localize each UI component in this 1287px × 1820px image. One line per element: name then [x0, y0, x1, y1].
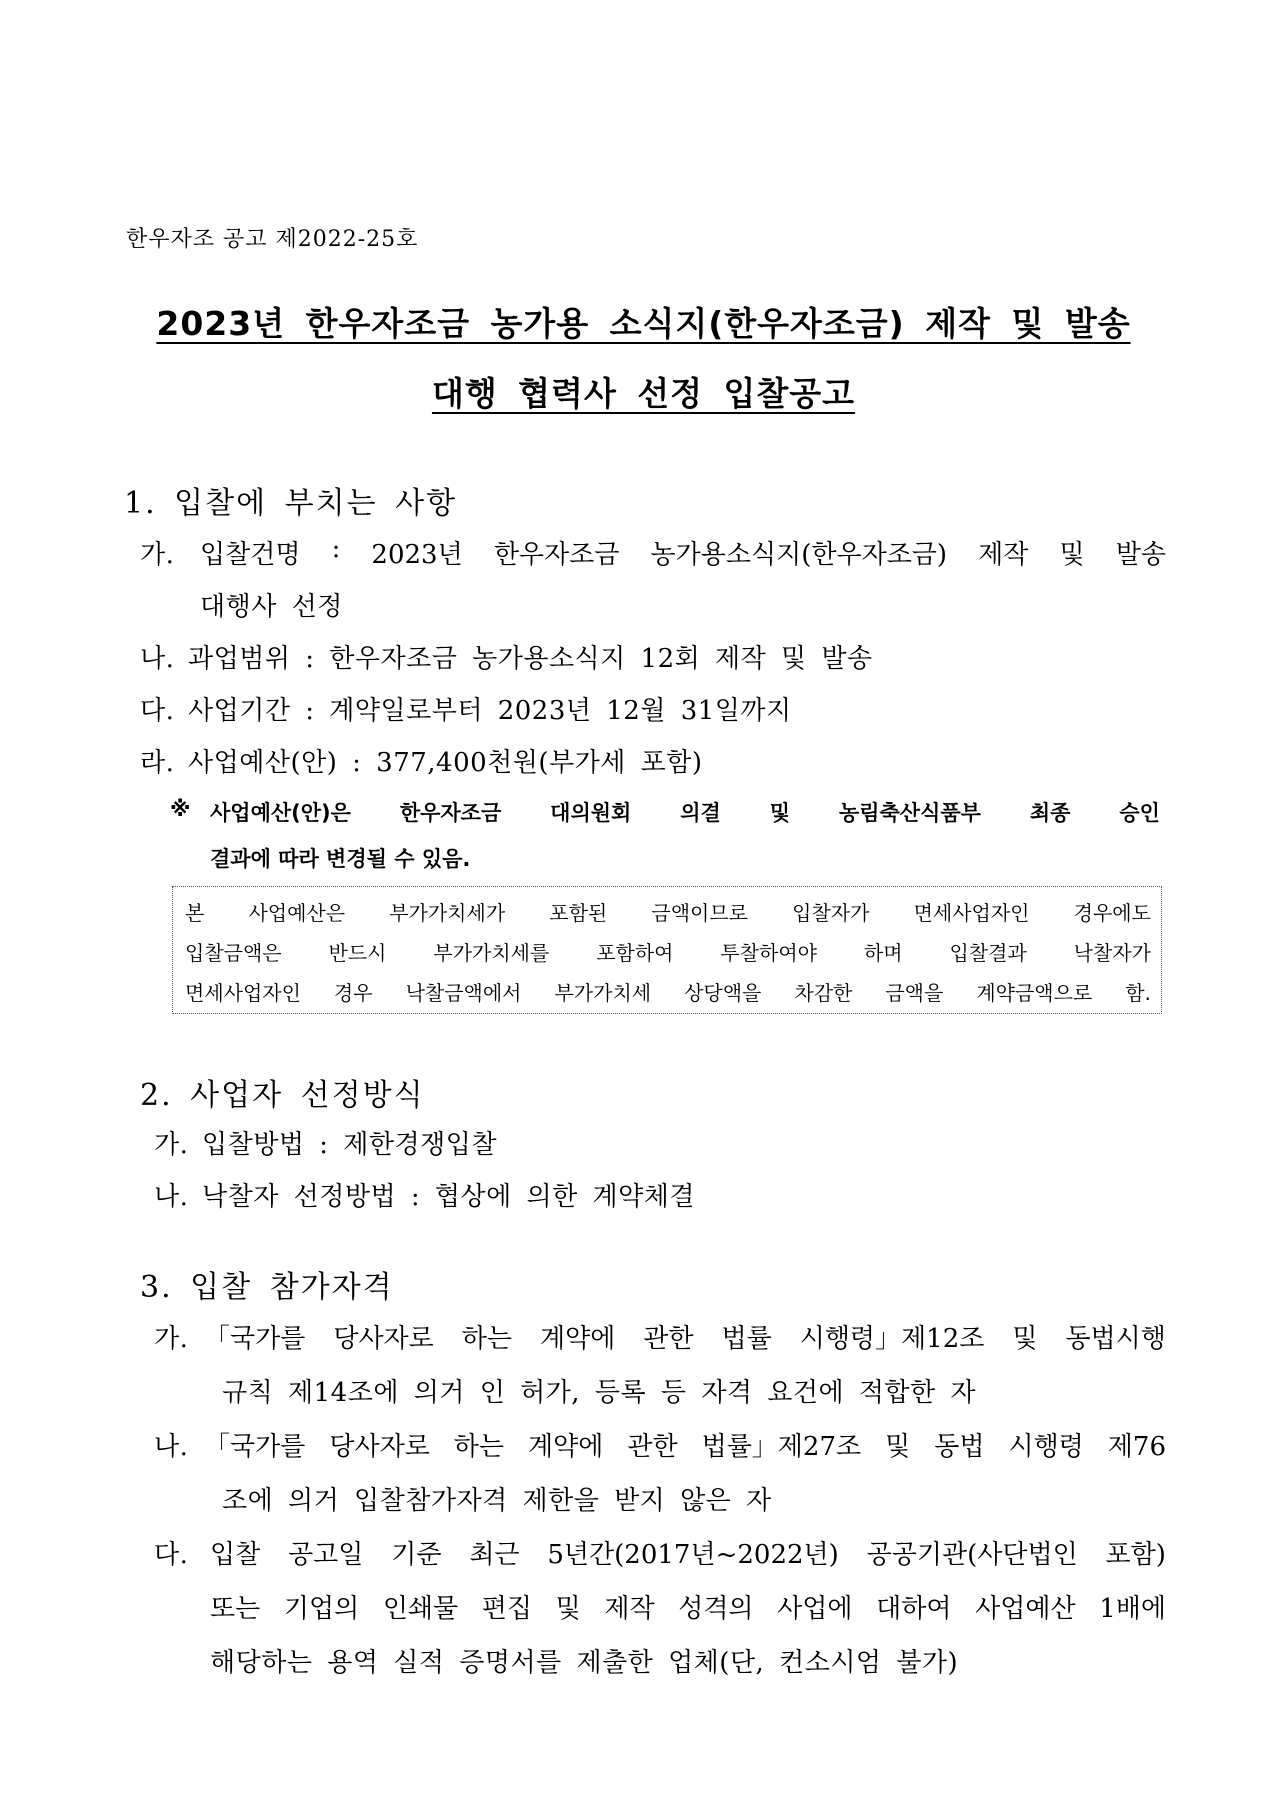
word: 또는 [210, 1594, 261, 1624]
word: 하며 [863, 941, 903, 965]
note-line2: 결과에 따라 변경될 수 있음. [210, 847, 471, 871]
word: 경우에도 [1073, 901, 1151, 925]
word: 최종 [1029, 801, 1071, 825]
note-symbol: ※ [170, 797, 191, 821]
word: 제작 [604, 1594, 655, 1624]
word: 5년간(2017년~2022년) [547, 1540, 839, 1570]
word: 편집 [481, 1594, 533, 1624]
section3-item-da-line1 [210, 1534, 1166, 1571]
notice-number: 한우자조 공고 제2022-25호 [126, 227, 419, 252]
section3-item-da-line2 [210, 1588, 1166, 1625]
section3-item-da-line3: 해당하는 용역 실적 증명서를 제출한 업체(단, 컨소시엄 불가) [210, 1648, 959, 1678]
document-title-line2 [0, 368, 1287, 415]
vat-notice-box [172, 886, 1162, 1014]
word: 낙찰자가 [1073, 941, 1151, 965]
vat-notice-line1 [185, 897, 1151, 926]
word: 포함하여 [596, 941, 674, 965]
word: 기업의 [283, 1594, 360, 1624]
word: 계약에 [539, 1324, 616, 1354]
section2-item-ga-marker: 가. [154, 1130, 189, 1160]
word: 관한 [627, 1432, 678, 1462]
section2-item-na [154, 1176, 695, 1213]
word: 사업예산(안)은 [210, 801, 351, 825]
word: 동법시행 [1065, 1324, 1166, 1354]
word: 관한 [643, 1324, 694, 1354]
word: 「국가를 [204, 1324, 306, 1354]
word: 금액을 [885, 981, 944, 1005]
word: 법률 [721, 1324, 772, 1354]
word: 동법 [934, 1432, 985, 1462]
word: 제작 [978, 540, 1029, 570]
word: 포함된 [549, 901, 608, 925]
word: 및 [1012, 1324, 1038, 1354]
word: 차감한 [794, 981, 853, 1005]
section3-item-ga-line1 [204, 1318, 1166, 1355]
word: 투찰하여야 [720, 941, 818, 965]
document-title-line2-text: 대행 협력사 선정 입찰공고 [431, 374, 856, 413]
word: 기준 [391, 1540, 442, 1570]
section2-heading: 2. 사업자 선정방식 [140, 1078, 425, 1113]
word: 성격의 [678, 1594, 754, 1624]
section3-item-na-marker: 나. [154, 1432, 189, 1462]
word: 공고일 [288, 1540, 364, 1570]
vat-notice-line3 [185, 977, 1151, 1006]
word: 법률」제27조 [701, 1432, 862, 1462]
word: 시행령 [1008, 1432, 1084, 1462]
section2-item-ga [154, 1124, 497, 1161]
section1-item-ga-line1 [200, 534, 1166, 571]
note-line1 [210, 797, 1160, 827]
word: 금액이므로 [651, 901, 748, 925]
section1-item-ra-marker: 라. [140, 748, 175, 778]
section3-item-na-line2: 조에 의거 입찰참가자격 제한을 받지 않은 자 [222, 1486, 772, 1516]
word: 본 [185, 901, 205, 925]
word: 대하여 [876, 1594, 952, 1624]
section1-item-na-text: 과업범위 : 한우자조금 농가용소식지 12회 제작 및 발송 [188, 644, 873, 674]
word: 시행령」제12조 [799, 1324, 985, 1354]
section1-item-ga-line2: 대행사 선정 [200, 592, 343, 622]
word: 한우자조금 [493, 540, 620, 570]
word: 2023년 [371, 540, 463, 570]
section3-item-ga-marker: 가. [154, 1324, 189, 1354]
word: 계약금액으로 [976, 981, 1093, 1005]
word: 최근 [469, 1540, 520, 1570]
word: 계약에 [528, 1432, 604, 1462]
word: 면세사업자인 [185, 981, 301, 1005]
word: 당사자로 [329, 1432, 430, 1462]
word: 및 [1059, 540, 1085, 570]
word: 승인 [1119, 801, 1160, 825]
word: 의결 [680, 801, 721, 825]
word: 부가가치세 [554, 981, 652, 1005]
vat-notice-line2 [185, 937, 1151, 966]
section1-item-ra-text: 사업예산(안) : 377,400천원(부가세 포함) [188, 748, 703, 778]
word: 공공기관(사단법인 [866, 1540, 1078, 1570]
section3-item-na-line1 [204, 1426, 1166, 1463]
section2-item-ga-text: 입찰방법 : 제한경쟁입찰 [202, 1130, 497, 1160]
word: 및 [769, 801, 791, 825]
word: 발송 [1115, 540, 1166, 570]
section3-item-ga-line2: 규칙 제14조에 의거 인 허가, 등록 등 자격 요건에 적합한 자 [222, 1378, 977, 1408]
word: : [331, 534, 341, 564]
word: 사업예산은 [248, 901, 346, 925]
word: 하는 [461, 1324, 512, 1354]
section1-item-da [140, 690, 792, 727]
section2-item-na-marker: 나. [154, 1182, 189, 1212]
word: 1배에 [1099, 1594, 1166, 1624]
section3-item-da-marker: 다. [154, 1540, 189, 1570]
word: 입찰자가 [792, 901, 870, 925]
word: 및 [885, 1432, 911, 1462]
section1-heading: 1. 입찰에 부치는 사항 [124, 486, 458, 521]
word: 입찰금액은 [185, 941, 282, 965]
section3-heading: 3. 입찰 참가자격 [140, 1270, 394, 1305]
word: 인쇄물 [382, 1594, 459, 1624]
word: 사업에 [777, 1594, 853, 1624]
document-title-line1-text: 2023년 한우자조금 농가용 소식지(한우자조금) 제작 및 발송 [156, 304, 1131, 343]
word: 부가가치세가 [389, 901, 506, 925]
word: 포함) [1105, 1540, 1166, 1570]
word: 당사자로 [333, 1324, 434, 1354]
word: 입찰 [210, 1540, 261, 1570]
section1-item-na-marker: 나. [140, 644, 175, 674]
word: 면세사업자인 [913, 901, 1030, 925]
word: 입찰결과 [949, 941, 1027, 965]
word: 함. [1125, 981, 1151, 1005]
word: 낙찰금액에서 [405, 981, 522, 1005]
word: 하는 [453, 1432, 505, 1462]
section2-item-na-text: 낙찰자 선정방법 : 협상에 의한 계약체결 [202, 1182, 695, 1212]
word: 사업예산 [975, 1594, 1076, 1624]
word: 경우 [333, 981, 373, 1005]
word: 입찰건명 [200, 540, 301, 570]
word: 농가용소식지(한우자조금) [650, 540, 948, 570]
word: 대의원회 [550, 801, 632, 825]
word: 및 [555, 1594, 581, 1624]
section1-item-ga-marker: 가. [140, 540, 175, 570]
word: 상당액을 [684, 981, 762, 1005]
word: 농림축산식품부 [838, 801, 981, 825]
section1-item-da-text: 사업기간 : 계약일로부터 2023년 12월 31일까지 [188, 696, 792, 726]
word: 제76 [1107, 1432, 1166, 1462]
word: 부가가치세를 [433, 941, 550, 965]
word: 「국가를 [204, 1432, 306, 1462]
section1-item-ra [140, 742, 703, 779]
document-title-line1 [0, 298, 1287, 345]
section1-item-na [140, 638, 873, 675]
word: 반드시 [328, 941, 387, 965]
word: 한우자조금 [399, 801, 502, 825]
section1-item-da-marker: 다. [140, 696, 175, 726]
